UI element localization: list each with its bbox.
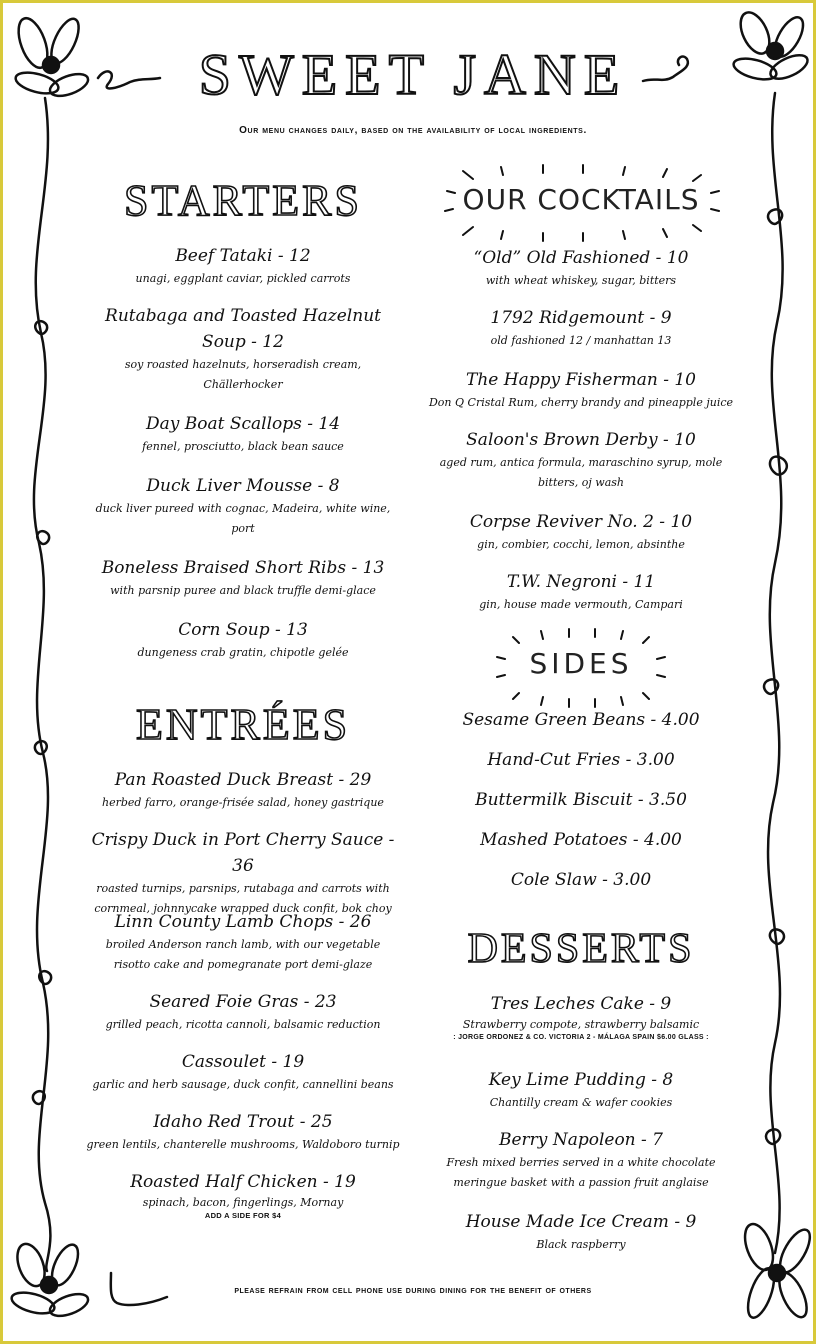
sides-heading: SIDES [529, 647, 633, 680]
item-description: Chantilly cream & wafer cookies [489, 1096, 673, 1109]
menu-item [423, 747, 739, 787]
menu-item [423, 1127, 739, 1209]
item-description: herbed farro, orange-frisée salad, honey gastrique [102, 796, 384, 809]
restaurant-title: SWEET JANE [198, 42, 628, 107]
item-name: The Happy Fisherman - 10 [466, 370, 696, 390]
item-name: Cassoulet - 19 [181, 1052, 305, 1072]
item-description: Strawberry compote, strawberry balsamic [462, 1018, 700, 1031]
menu-item [423, 427, 739, 509]
item-description: gin, house made vermouth, Campari [479, 598, 683, 611]
menu-item [423, 1209, 739, 1255]
item-name: Corn Soup - 13 [178, 620, 308, 640]
menu-item [423, 245, 739, 305]
item-name: Saloon's Brown Derby - 10 [466, 430, 696, 450]
tagline: Our menu changes daily, based on the availability of local ingredients. [239, 125, 587, 136]
menu-item [85, 617, 401, 679]
menu-item [423, 827, 739, 867]
menu-item [423, 867, 739, 907]
item-description: spinach, bacon, fingerlings, Mornay [142, 1196, 344, 1209]
item-description: soy roasted hazelnuts, horseradish cream, Chällerhocker [124, 358, 362, 391]
flower-doodle-icon [13, 14, 91, 100]
item-description: Don Q Cristal Rum, cherry brandy and pineapple juice [428, 396, 734, 409]
item-description: Black raspberry [536, 1238, 626, 1251]
item-description: unagi, eggplant caviar, pickled carrots [135, 272, 351, 285]
desserts-list [423, 991, 739, 1255]
item-name: “Old” Old Fashioned - 10 [473, 248, 689, 268]
item-name: House Made Ice Cream - 9 [465, 1212, 697, 1232]
item-name: Pan Roasted Duck Breast - 29 [114, 770, 372, 790]
item-name: Idaho Red Trout - 25 [153, 1112, 333, 1132]
menu-item [81, 767, 405, 827]
menu-item [85, 243, 401, 303]
menu-item [423, 305, 739, 367]
entrees-heading: ENTRÉES [135, 700, 351, 749]
menu-item [81, 827, 405, 915]
desserts-heading: DESSERTS [467, 926, 695, 972]
item-name: Cole Slaw - 3.00 [510, 870, 652, 890]
menu-item [85, 303, 401, 411]
cocktails-heading: OUR COCKTAILS [462, 183, 700, 216]
item-description: with wheat whiskey, sugar, bitters [485, 274, 677, 287]
menu-item [81, 1049, 405, 1109]
item-description: duck liver pureed with cognac, Madeira, white wine, port [95, 502, 391, 535]
item-name: Seared Foie Gras - 23 [149, 992, 337, 1012]
item-description: aged rum, antica formula, maraschino syrup, mole bitters, oj wash [439, 456, 723, 489]
item-description: fennel, prosciutto, black bean sauce [142, 440, 344, 453]
item-name: Key Lime Pudding - 8 [488, 1070, 674, 1090]
item-name: Berry Napoleon - 7 [499, 1130, 663, 1150]
item-name: Corpse Reviver No. 2 - 10 [469, 512, 693, 532]
menu-item [85, 473, 401, 555]
item-name: Sesame Green Beans - 4.00 [462, 710, 700, 730]
menu-item [81, 1169, 405, 1221]
footer-notice: please refrain from cell phone use during dining for the benefit of others [234, 1285, 592, 1296]
menu-item [423, 509, 739, 569]
item-description: green lentils, chanterelle mushrooms, Waldoboro turnip [86, 1138, 400, 1151]
item-description: broiled Anderson ranch lamb, with our vegetable risotto cake and pomegranate port demi-glaze [105, 938, 381, 971]
item-name: 1792 Ridgemount - 9 [490, 308, 672, 328]
item-name: Hand-Cut Fries - 3.00 [487, 750, 675, 770]
menu-item [423, 707, 739, 747]
item-name: Beef Tataki - 12 [175, 246, 311, 266]
item-name: Buttermilk Biscuit - 3.50 [475, 790, 687, 810]
item-name: Day Boat Scallops - 14 [145, 414, 341, 434]
item-name: Duck Liver Mousse - 8 [146, 476, 340, 496]
cocktails-list [423, 245, 739, 629]
item-name: Linn County Lamb Chops - 26 [114, 912, 372, 932]
item-name: Rutabaga and Toasted Hazelnut Soup - 12 [105, 306, 381, 352]
item-name: Mashed Potatoes - 4.00 [480, 830, 682, 850]
menu-item [423, 569, 739, 629]
item-description: dungeness crab gratin, chipotle gelée [137, 646, 349, 659]
add-side-note: ADD A SIDE FOR $4 [204, 1211, 282, 1220]
item-description: with parsnip puree and black truffle demi-glace [110, 584, 376, 597]
menu-item [423, 1067, 739, 1127]
menu-item [81, 909, 405, 989]
item-name: Tres Leches Cake - 9 [490, 994, 672, 1014]
menu-item [85, 555, 401, 617]
item-description: grilled peach, ricotta cannoli, balsamic reduction [105, 1018, 381, 1031]
menu-item [85, 411, 401, 473]
item-description: roasted turnips, parsnips, rutabaga and carrots with cornmeal, johnnycake wrapped duck confit, bok choy [94, 882, 392, 915]
item-description: gin, combier, cocchi, lemon, absinthe [477, 538, 685, 551]
menu-item [423, 367, 739, 427]
starters-list [85, 243, 401, 679]
wine-pairing-note: : JORGE ORDONEZ & CO. VICTORIA 2 - MÁLAGA SPAIN $6.00 GLASS : [453, 1034, 709, 1041]
item-name: Boneless Braised Short Ribs - 13 [101, 558, 385, 578]
item-name: Crispy Duck in Port Cherry Sauce - 36 [91, 830, 395, 876]
item-name: T.W. Negroni - 11 [506, 572, 656, 592]
starters-heading: STARTERS [124, 176, 362, 225]
sides-list [423, 707, 739, 907]
item-name: Roasted Half Chicken - 19 [130, 1172, 356, 1192]
item-description: garlic and herb sausage, duck confit, cannellini beans [92, 1078, 394, 1091]
menu-item [81, 989, 405, 1049]
item-description: old fashioned 12 / manhattan 13 [490, 334, 672, 347]
menu-item [81, 1109, 405, 1169]
menu-item [423, 787, 739, 827]
item-description: Fresh mixed berries served in a white chocolate meringue basket with a passion fruit anglaise [446, 1156, 716, 1189]
menu-item [423, 991, 739, 1067]
entrees-list [81, 767, 405, 1221]
